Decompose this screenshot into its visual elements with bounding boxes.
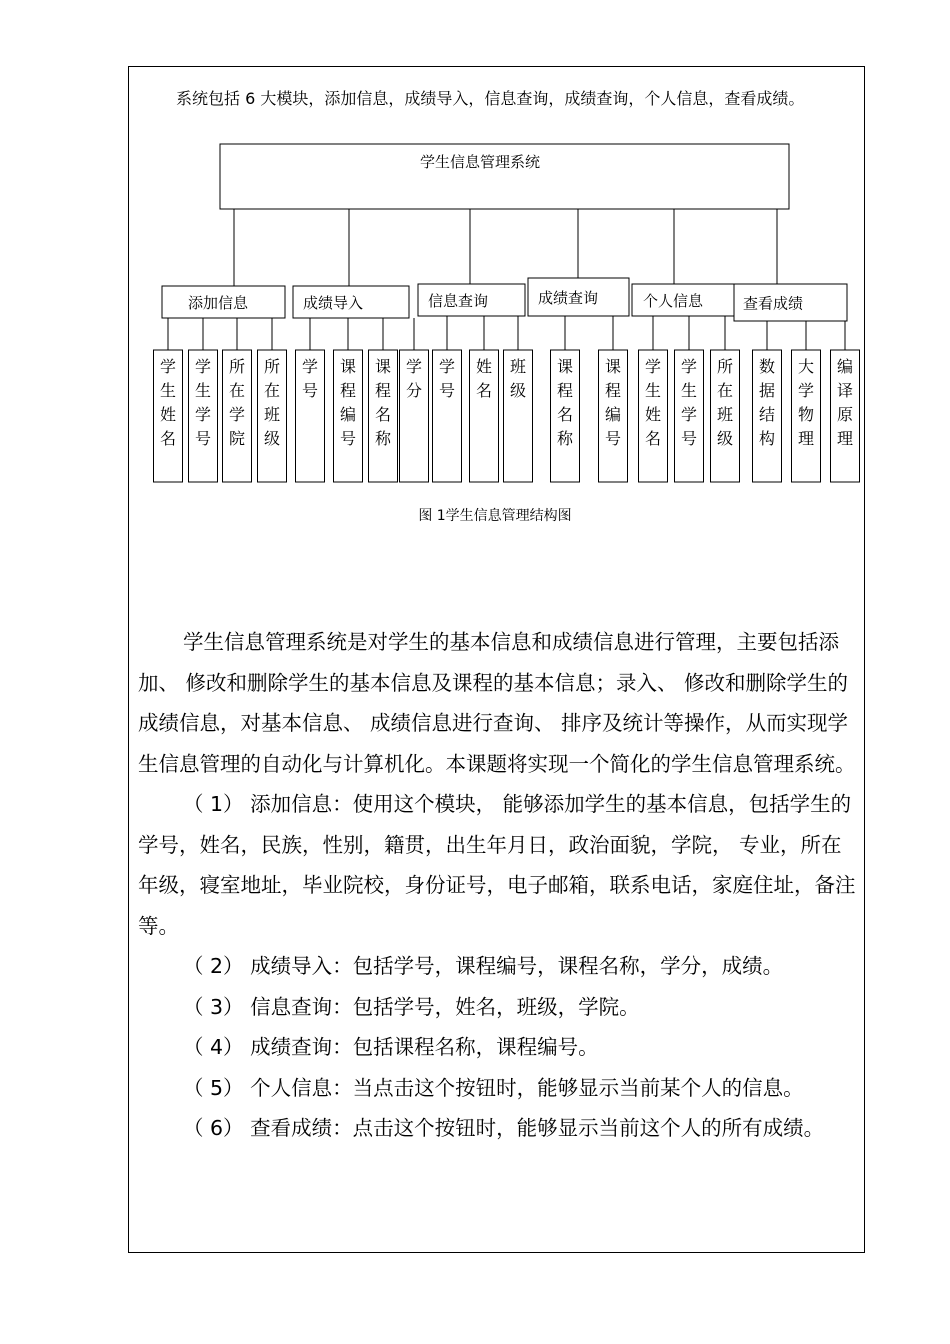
leaf-label-char: 在 bbox=[263, 381, 281, 400]
module-label: 信息查询 bbox=[428, 292, 489, 310]
leaf-label-char: 学 bbox=[301, 357, 319, 376]
leaf-label-char: 学 bbox=[644, 357, 662, 376]
leaf-node bbox=[334, 350, 363, 482]
leaf-label-char: 名 bbox=[644, 429, 662, 448]
leaf-label-char: 课 bbox=[556, 357, 574, 376]
leaf-node bbox=[400, 350, 429, 482]
leaf-node bbox=[258, 350, 287, 482]
leaf-node bbox=[154, 350, 183, 482]
leaf-label-char: 生 bbox=[680, 381, 698, 400]
leaf-label-char: 程 bbox=[604, 381, 622, 400]
diagram-caption: 图 1学生信息管理结构图 bbox=[418, 508, 572, 524]
leaf-label-char: 学 bbox=[797, 381, 815, 400]
leaf-label-char: 班 bbox=[509, 357, 527, 376]
leaf-label-char: 生 bbox=[159, 381, 177, 400]
leaf-label-char: 所 bbox=[716, 357, 734, 376]
leaf-node bbox=[792, 350, 821, 482]
leaf-label-char: 程 bbox=[374, 381, 392, 400]
paragraph-module-6: （ 6） 查看成绩：点击这个按钮时，能够显示当前这个人的所有成绩。 bbox=[183, 1116, 825, 1140]
leaf-label-char: 课 bbox=[374, 357, 392, 376]
leaf-label-char: 称 bbox=[556, 429, 574, 448]
leaf-label-char: 学 bbox=[680, 405, 698, 424]
leaf-label-char: 构 bbox=[758, 429, 776, 448]
leaf-label-char: 名 bbox=[475, 381, 493, 400]
leaf-label-char: 所 bbox=[263, 357, 281, 376]
structure-diagram bbox=[0, 0, 950, 500]
leaf-node bbox=[504, 350, 533, 482]
leaf-label-char: 号 bbox=[604, 429, 622, 448]
module-label: 成绩查询 bbox=[538, 289, 599, 307]
module-node bbox=[418, 284, 525, 316]
leaf-label-char: 学 bbox=[228, 405, 246, 424]
leaf-label-char: 学 bbox=[194, 405, 212, 424]
root-node bbox=[220, 144, 789, 209]
leaf-label-char: 名 bbox=[159, 429, 177, 448]
leaf-label-char: 程 bbox=[339, 381, 357, 400]
module-label: 查看成绩 bbox=[743, 294, 804, 313]
leaf-label-char: 数 bbox=[758, 357, 776, 376]
leaf-node bbox=[753, 350, 782, 482]
leaf-label-char: 名 bbox=[556, 405, 574, 424]
leaf-node bbox=[831, 350, 860, 482]
leaf-label-char: 原 bbox=[836, 405, 854, 424]
leaf-node bbox=[470, 350, 499, 482]
paragraph-module-3: （ 3） 信息查询：包括学号，姓名，班级，学院。 bbox=[183, 994, 640, 1019]
leaf-label-char: 学 bbox=[405, 357, 423, 376]
leaf-label-char: 名 bbox=[374, 405, 392, 424]
leaf-label-char: 大 bbox=[797, 357, 815, 376]
leaf-label-char: 班 bbox=[716, 405, 734, 424]
paragraph-module-5: （ 5） 个人信息：当点击这个按钮时，能够显示当前某个人的信息。 bbox=[183, 1075, 804, 1100]
leaf-label-char: 姓 bbox=[475, 357, 493, 376]
leaf-label-char: 生 bbox=[194, 381, 212, 400]
leaf-label-char: 据 bbox=[758, 381, 776, 400]
leaf-label-char: 班 bbox=[263, 405, 281, 424]
intro-text: 系统包括 6 大模块，添加信息，成绩导入，信息查询，成绩查询，个人信息，查看成绩。 bbox=[176, 89, 805, 108]
leaf-label-char: 称 bbox=[374, 429, 392, 448]
leaf-label-char: 在 bbox=[228, 381, 246, 400]
paragraph-overview: 学生信息管理系统是对学生的基本信息和成绩信息进行管理，主要包括添加、 修改和删除学生的基本信息及课程的基本信息；录入、 修改和删除学生的成绩信息，对基本信息、 成绩信息进行查询、 排序及统计等操作，从而实现学生信息管理的自动化与计算机化。本课题将实现一个简化的学生信息管理系统。 bbox=[138, 630, 856, 776]
leaf-label-char: 理 bbox=[836, 429, 854, 448]
module-node bbox=[632, 284, 737, 316]
leaf-label-char: 院 bbox=[228, 429, 246, 448]
leaf-label-char: 课 bbox=[604, 357, 622, 376]
leaf-label-char: 理 bbox=[797, 429, 815, 448]
leaf-label-char: 译 bbox=[836, 381, 854, 400]
leaf-label-char: 编 bbox=[339, 405, 357, 424]
module-label: 个人信息 bbox=[643, 292, 704, 310]
leaf-label-char: 姓 bbox=[644, 405, 662, 424]
body-text bbox=[138, 622, 860, 1149]
paragraph-module-2: （ 2） 成绩导入：包括学号，课程编号，课程名称，学分，成绩。 bbox=[183, 954, 784, 978]
root-label: 学生信息管理系统 bbox=[419, 153, 541, 171]
leaf-node bbox=[189, 350, 218, 482]
module-node bbox=[293, 286, 409, 318]
leaf-label-char: 号 bbox=[301, 381, 319, 400]
leaf-node bbox=[296, 350, 325, 482]
leaf-label-char: 学 bbox=[194, 357, 212, 376]
paragraph-module-1: （ 1） 添加信息：使用这个模块， 能够添加学生的基本信息，包括学生的学号，姓名，民族，性别，籍贯，出生年月日，政治面貌，学院， 专业，所在年级，寝室地址，毕业院校，身份证号，电子邮箱，联系电话，家庭住址，备注等。 bbox=[138, 792, 856, 938]
leaf-label-char: 号 bbox=[438, 381, 456, 400]
leaf-node bbox=[711, 350, 740, 482]
leaf-label-char: 在 bbox=[716, 381, 734, 400]
paragraph-module-4: （ 4） 成绩查询：包括课程名称，课程编号。 bbox=[183, 1035, 599, 1059]
leaf-label-char: 结 bbox=[758, 405, 776, 424]
leaf-label-char: 级 bbox=[263, 429, 281, 448]
leaf-label-char: 编 bbox=[604, 405, 622, 424]
module-node bbox=[528, 278, 629, 316]
leaf-node bbox=[433, 350, 462, 482]
leaf-label-char: 级 bbox=[716, 429, 734, 448]
leaf-label-char: 所 bbox=[228, 357, 246, 376]
leaf-label-char: 学 bbox=[680, 357, 698, 376]
leaf-label-char: 学 bbox=[438, 357, 456, 376]
leaf-label-char: 号 bbox=[339, 429, 357, 448]
module-node bbox=[162, 286, 285, 318]
leaf-label-char: 号 bbox=[680, 429, 698, 448]
leaf-node bbox=[599, 350, 628, 482]
leaf-node bbox=[551, 350, 580, 482]
leaf-label-char: 编 bbox=[836, 357, 854, 376]
leaf-label-char: 分 bbox=[405, 381, 423, 400]
leaf-label-char: 生 bbox=[644, 381, 662, 400]
leaf-label-char: 课 bbox=[339, 357, 357, 376]
leaf-node bbox=[639, 350, 668, 482]
leaf-node bbox=[223, 350, 252, 482]
leaf-label-char: 物 bbox=[797, 405, 815, 424]
module-label: 添加信息 bbox=[188, 294, 249, 312]
leaf-label-char: 级 bbox=[509, 381, 527, 400]
module-label: 成绩导入 bbox=[303, 294, 364, 312]
leaf-label-char: 程 bbox=[556, 381, 574, 400]
leaf-label-char: 姓 bbox=[159, 405, 177, 424]
leaf-node bbox=[369, 350, 398, 482]
leaf-node bbox=[675, 350, 704, 482]
leaf-label-char: 号 bbox=[194, 429, 212, 448]
module-node bbox=[734, 284, 847, 321]
leaf-label-char: 学 bbox=[159, 357, 177, 376]
